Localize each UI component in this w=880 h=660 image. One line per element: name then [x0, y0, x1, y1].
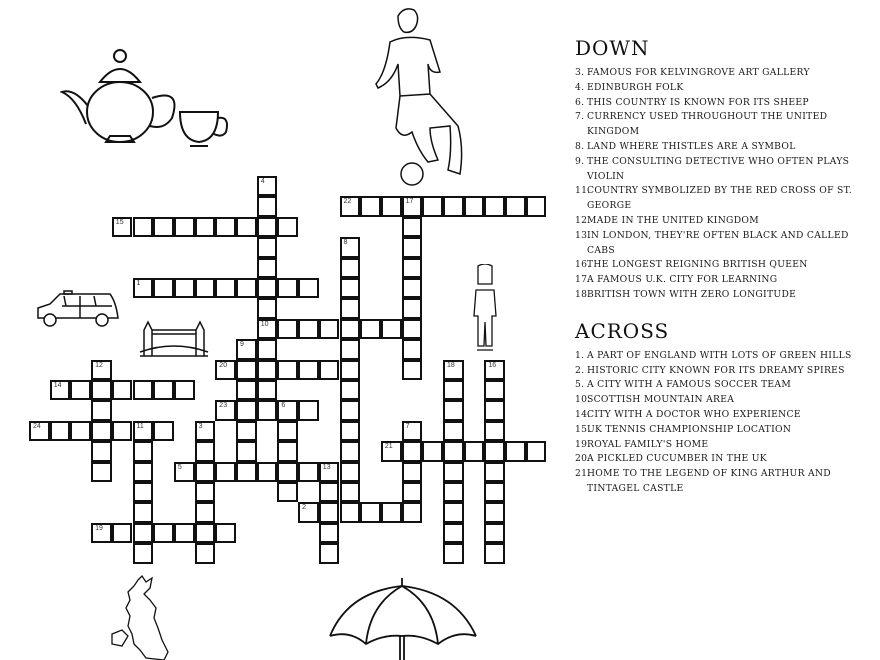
grid-cell[interactable]: [257, 462, 278, 482]
grid-cell[interactable]: [484, 502, 505, 522]
grid-cell[interactable]: [112, 217, 133, 237]
grid-cell[interactable]: [215, 400, 236, 420]
clue-number: 20.: [575, 453, 591, 465]
clue-number: 2.: [575, 364, 585, 376]
clue-number: 5: [177, 463, 182, 471]
clue-text: A CITY WITH A FAMOUS SOCCER TEAM: [587, 379, 792, 391]
grid-cell[interactable]: [257, 400, 278, 420]
clue-number: 19.: [575, 438, 591, 450]
grid-cell[interactable]: [422, 196, 443, 216]
clue-text: IN LONDON, THEY'RE OFTEN BLACK AND CALLED CABS: [587, 229, 849, 256]
grid-cell[interactable]: [402, 196, 423, 216]
grid-cell[interactable]: [340, 319, 361, 339]
grid-cell[interactable]: [340, 237, 361, 257]
clue-text: SCOTTISH MOUNTAIN AREA: [587, 394, 735, 406]
across-clue: [575, 364, 875, 379]
grid-cell[interactable]: [133, 380, 154, 400]
grid-cell[interactable]: [505, 196, 526, 216]
grid-cell[interactable]: [340, 462, 361, 482]
grid-cell[interactable]: [319, 482, 340, 502]
grid-cell[interactable]: [195, 421, 216, 441]
clue-number: 9: [240, 341, 244, 349]
grid-cell[interactable]: [174, 278, 195, 298]
grid-cell[interactable]: [236, 278, 257, 298]
grid-cell[interactable]: [257, 339, 278, 359]
grid-cell[interactable]: [50, 421, 71, 441]
down-clue: [575, 214, 875, 229]
clue-number: 8.: [575, 140, 585, 152]
down-clue: [575, 110, 875, 140]
clue-text: THIS COUNTRY IS KNOWN FOR ITS SHEEP: [587, 96, 809, 108]
grid-cell[interactable]: [257, 319, 278, 339]
grid-cell[interactable]: [257, 196, 278, 216]
grid-cell[interactable]: [133, 523, 154, 543]
grid-cell[interactable]: [402, 462, 423, 482]
clue-number: 10: [260, 320, 269, 328]
clue-number: 21: [384, 443, 393, 451]
down-clue: [575, 184, 875, 214]
grid-cell[interactable]: [236, 441, 257, 461]
grid-cell[interactable]: [381, 319, 402, 339]
clue-text: LAND WHERE THISTLES ARE A SYMBOL: [587, 140, 796, 152]
grid-cell[interactable]: [340, 400, 361, 420]
grid-cell[interactable]: [340, 258, 361, 278]
grid-cell[interactable]: [215, 523, 236, 543]
grid-cell[interactable]: [443, 380, 464, 400]
grid-cell[interactable]: [319, 360, 340, 380]
clue-number: 19: [95, 524, 103, 532]
clue-number: 12: [95, 361, 103, 369]
grid-cell[interactable]: [236, 360, 257, 380]
grid-cell[interactable]: [360, 196, 381, 216]
clue-number: 3: [198, 422, 203, 430]
clue-number: 6.: [575, 96, 585, 108]
grid-cell[interactable]: [153, 523, 174, 543]
grid-cell[interactable]: [277, 421, 298, 441]
grid-cell[interactable]: [402, 258, 423, 278]
clue-text: MADE IN THE UNITED KINGDOM: [587, 214, 759, 226]
grid-cell[interactable]: [277, 400, 298, 420]
grid-cell[interactable]: [215, 278, 236, 298]
clue-text: CURRENCY USED THROUGHOUT THE UNITED KINGDOM: [587, 111, 828, 138]
clue-number: 7.: [575, 111, 585, 123]
clue-number: 18: [447, 361, 455, 369]
down-clue-list: [575, 66, 875, 303]
grid-cell[interactable]: [133, 278, 154, 298]
grid-cell[interactable]: [153, 278, 174, 298]
clue-number: 24: [33, 422, 41, 430]
grid-cell[interactable]: [257, 380, 278, 400]
grid-cell[interactable]: [50, 380, 71, 400]
grid-cell[interactable]: [195, 462, 216, 482]
grid-cell[interactable]: [277, 441, 298, 461]
grid-cell[interactable]: [215, 217, 236, 237]
grid-cell[interactable]: [402, 502, 423, 522]
grid-cell[interactable]: [112, 523, 133, 543]
grid-cell[interactable]: [443, 400, 464, 420]
grid-cell[interactable]: [257, 237, 278, 257]
grid-cell[interactable]: [215, 360, 236, 380]
grid-cell[interactable]: [133, 441, 154, 461]
grid-cell[interactable]: [277, 319, 298, 339]
grid-cell[interactable]: [484, 421, 505, 441]
grid-cell[interactable]: [402, 278, 423, 298]
clue-text: HOME TO THE LEGEND OF KING ARTHUR AND TINTAGEL CASTLE: [587, 468, 831, 494]
across-clue: [575, 408, 875, 423]
grid-cell[interactable]: [381, 196, 402, 216]
grid-cell[interactable]: [526, 196, 547, 216]
across-clue: [575, 378, 875, 393]
clue-number: 8: [343, 239, 348, 247]
clue-number: 13.: [575, 229, 591, 241]
grid-cell[interactable]: [340, 441, 361, 461]
grid-cell[interactable]: [298, 462, 319, 482]
grid-cell[interactable]: [195, 543, 216, 563]
across-clue: [575, 438, 875, 453]
grid-cell[interactable]: [443, 482, 464, 502]
grid-cell[interactable]: [277, 462, 298, 482]
down-clue: [575, 258, 875, 273]
grid-cell[interactable]: [153, 421, 174, 441]
grid-cell[interactable]: [319, 502, 340, 522]
clue-text: HISTORIC CITY KNOWN FOR ITS DREAMY SPIRES: [587, 364, 845, 376]
clue-text: A PART OF ENGLAND WITH LOTS OF GREEN HILLS: [587, 349, 852, 361]
grid-cell[interactable]: [464, 196, 485, 216]
grid-cell[interactable]: [257, 360, 278, 380]
clue-text: A PICKLED CUCUMBER IN THE UK: [587, 453, 767, 465]
grid-cell[interactable]: [277, 278, 298, 298]
grid-cell[interactable]: [133, 543, 154, 563]
grid-cell[interactable]: [443, 441, 464, 461]
clue-number: 15: [115, 218, 124, 226]
clue-number: 14.: [575, 408, 591, 420]
down-clue: [575, 96, 875, 111]
grid-cell[interactable]: [236, 462, 257, 482]
grid-cell[interactable]: [402, 217, 423, 237]
clue-number: 10.: [575, 394, 591, 406]
grid-cell[interactable]: [402, 421, 423, 441]
down-clue: [575, 155, 875, 185]
grid-cell[interactable]: [298, 360, 319, 380]
grid-cell[interactable]: [340, 380, 361, 400]
grid-cell[interactable]: [277, 360, 298, 380]
grid-cell[interactable]: [484, 441, 505, 461]
grid-cell[interactable]: [381, 441, 402, 461]
clue-text: COUNTRY SYMBOLIZED BY THE RED CROSS OF ST. GEORGE: [587, 185, 852, 212]
grid-cell[interactable]: [153, 217, 174, 237]
grid-cell[interactable]: [236, 339, 257, 359]
grid-cell[interactable]: [340, 278, 361, 298]
grid-cell[interactable]: [319, 319, 340, 339]
grid-cell[interactable]: [277, 217, 298, 237]
clue-number: 13: [322, 463, 331, 471]
clue-number: 18.: [575, 288, 591, 300]
down-clue: [575, 273, 875, 288]
grid-cell[interactable]: [319, 462, 340, 482]
clue-number: 7: [405, 422, 410, 430]
grid-cell[interactable]: [195, 523, 216, 543]
grid-cell[interactable]: [91, 441, 112, 461]
grid-cell[interactable]: [298, 502, 319, 522]
across-clue: [575, 393, 875, 408]
clue-number: 6: [281, 402, 286, 410]
clue-number: 17.: [575, 274, 591, 286]
grid-cell[interactable]: [133, 421, 154, 441]
grid-cell[interactable]: [29, 421, 50, 441]
grid-cell[interactable]: [112, 380, 133, 400]
grid-cell[interactable]: [195, 502, 216, 522]
grid-cell[interactable]: [422, 441, 443, 461]
grid-cell[interactable]: [464, 441, 485, 461]
clue-number: 16: [488, 361, 497, 369]
grid-cell[interactable]: [257, 258, 278, 278]
grid-cell[interactable]: [257, 278, 278, 298]
clue-number: 11: [136, 422, 144, 430]
grid-cell[interactable]: [340, 298, 361, 318]
grid-cell[interactable]: [443, 421, 464, 441]
grid-cell[interactable]: [257, 217, 278, 237]
clue-number: 21.: [575, 468, 591, 480]
grid-cell[interactable]: [236, 400, 257, 420]
down-clue: [575, 66, 875, 81]
grid-cell[interactable]: [360, 502, 381, 522]
grid-cell[interactable]: [402, 360, 423, 380]
grid-cell[interactable]: [340, 421, 361, 441]
across-clue-list: [575, 349, 875, 497]
grid-cell[interactable]: [443, 196, 464, 216]
down-clue: [575, 288, 875, 303]
clue-number: 1: [136, 280, 141, 287]
grid-cell[interactable]: [298, 278, 319, 298]
grid-cell[interactable]: [484, 482, 505, 502]
clue-text: FAMOUS FOR KELVINGROVE ART GALLERY: [587, 67, 810, 78]
down-clue: [575, 140, 875, 155]
grid-cell[interactable]: [402, 441, 423, 461]
grid-cell[interactable]: [402, 339, 423, 359]
grid-cell[interactable]: [340, 360, 361, 380]
grid-cell[interactable]: [91, 360, 112, 380]
down-clue: [575, 81, 875, 96]
grid-cell[interactable]: [91, 380, 112, 400]
grid-cell[interactable]: [298, 319, 319, 339]
clue-number: 20: [219, 361, 228, 369]
grid-cell[interactable]: [443, 523, 464, 543]
down-clue: [575, 229, 875, 259]
clue-number: 2: [302, 504, 306, 512]
grid-cell[interactable]: [319, 523, 340, 543]
clue-number: 22: [343, 198, 352, 206]
grid-cell[interactable]: [381, 502, 402, 522]
across-clue: [575, 467, 875, 497]
grid-cell[interactable]: [526, 441, 547, 461]
clue-text: A FAMOUS U.K. CITY FOR LEARNING: [587, 274, 778, 286]
grid-cell[interactable]: [236, 421, 257, 441]
clue-number: 14: [53, 382, 62, 389]
across-clue: [575, 452, 875, 467]
grid-cell[interactable]: [443, 462, 464, 482]
grid-cell[interactable]: [133, 482, 154, 502]
clue-number: 3.: [575, 67, 585, 78]
clue-number: 16.: [575, 259, 591, 271]
grid-cell[interactable]: [195, 217, 216, 237]
grid-cell[interactable]: [174, 217, 195, 237]
grid-cell[interactable]: [340, 196, 361, 216]
grid-cell[interactable]: [70, 421, 91, 441]
grid-cell[interactable]: [236, 380, 257, 400]
grid-cell[interactable]: [174, 380, 195, 400]
grid-cell[interactable]: [195, 441, 216, 461]
grid-cell[interactable]: [402, 298, 423, 318]
grid-cell[interactable]: [340, 482, 361, 502]
grid-cell[interactable]: [443, 502, 464, 522]
grid-cell[interactable]: [484, 380, 505, 400]
clue-text: EDINBURGH FOLK: [587, 81, 684, 93]
grid-cell[interactable]: [443, 360, 464, 380]
grid-cell[interactable]: [133, 502, 154, 522]
grid-cell[interactable]: [112, 421, 133, 441]
grid-cell[interactable]: [340, 502, 361, 522]
grid-cell[interactable]: [298, 400, 319, 420]
clue-text: BRITISH TOWN WITH ZERO LONGITUDE: [587, 288, 797, 300]
grid-cell[interactable]: [484, 196, 505, 216]
grid-cell[interactable]: [70, 380, 91, 400]
grid-cell[interactable]: [340, 339, 361, 359]
grid-cell[interactable]: [195, 278, 216, 298]
clue-number: 11.: [575, 185, 591, 197]
grid-cell[interactable]: [443, 543, 464, 563]
clue-number: 17: [405, 198, 414, 206]
grid-cell[interactable]: [174, 462, 195, 482]
grid-cell[interactable]: [91, 400, 112, 420]
grid-cell[interactable]: [91, 462, 112, 482]
clue-number: 15.: [575, 423, 591, 435]
grid-cell[interactable]: [91, 421, 112, 441]
across-heading: ACROSS: [575, 318, 670, 343]
clues-panel: [575, 36, 875, 497]
grid-cell[interactable]: [484, 462, 505, 482]
grid-cell[interactable]: [402, 482, 423, 502]
grid-cell[interactable]: [153, 380, 174, 400]
clue-number: 23: [219, 402, 228, 410]
clue-text: CITY WITH A DOCTOR WHO EXPERIENCE: [587, 408, 801, 420]
clue-text: THE CONSULTING DETECTIVE WHO OFTEN PLAYS VIOLIN: [587, 155, 850, 182]
grid-cell[interactable]: [236, 217, 257, 237]
clue-number: 12.: [575, 214, 591, 226]
grid-cell[interactable]: [195, 482, 216, 502]
grid-cell[interactable]: [505, 441, 526, 461]
grid-cell[interactable]: [484, 523, 505, 543]
grid-cell[interactable]: [402, 319, 423, 339]
grid-cell[interactable]: [91, 523, 112, 543]
grid-cell[interactable]: [133, 462, 154, 482]
grid-cell[interactable]: [484, 543, 505, 563]
clue-number: 5.: [575, 379, 585, 391]
across-clue: [575, 349, 875, 364]
grid-cell[interactable]: [257, 176, 278, 196]
down-heading: DOWN: [575, 36, 650, 60]
clue-text: ROYAL FAMILY'S HOME: [587, 438, 709, 450]
clue-number: 9.: [575, 155, 585, 167]
clue-number: 1.: [575, 349, 585, 361]
clue-number: 4.: [575, 81, 585, 93]
grid-cell[interactable]: [402, 237, 423, 257]
grid-cell[interactable]: [215, 462, 236, 482]
grid-cell[interactable]: [360, 319, 381, 339]
clue-text: UK TENNIS CHAMPIONSHIP LOCATION: [587, 423, 792, 435]
grid-cell[interactable]: [277, 482, 298, 502]
grid-cell[interactable]: [133, 217, 154, 237]
grid-cell[interactable]: [257, 298, 278, 318]
grid-cell[interactable]: [484, 360, 505, 380]
grid-cell[interactable]: [174, 523, 195, 543]
clue-text: THE LONGEST REIGNING BRITISH QUEEN: [587, 259, 808, 271]
grid-cell[interactable]: [484, 400, 505, 420]
clue-number: 4: [260, 178, 265, 185]
grid-cell[interactable]: [319, 543, 340, 563]
across-clue: [575, 423, 875, 438]
